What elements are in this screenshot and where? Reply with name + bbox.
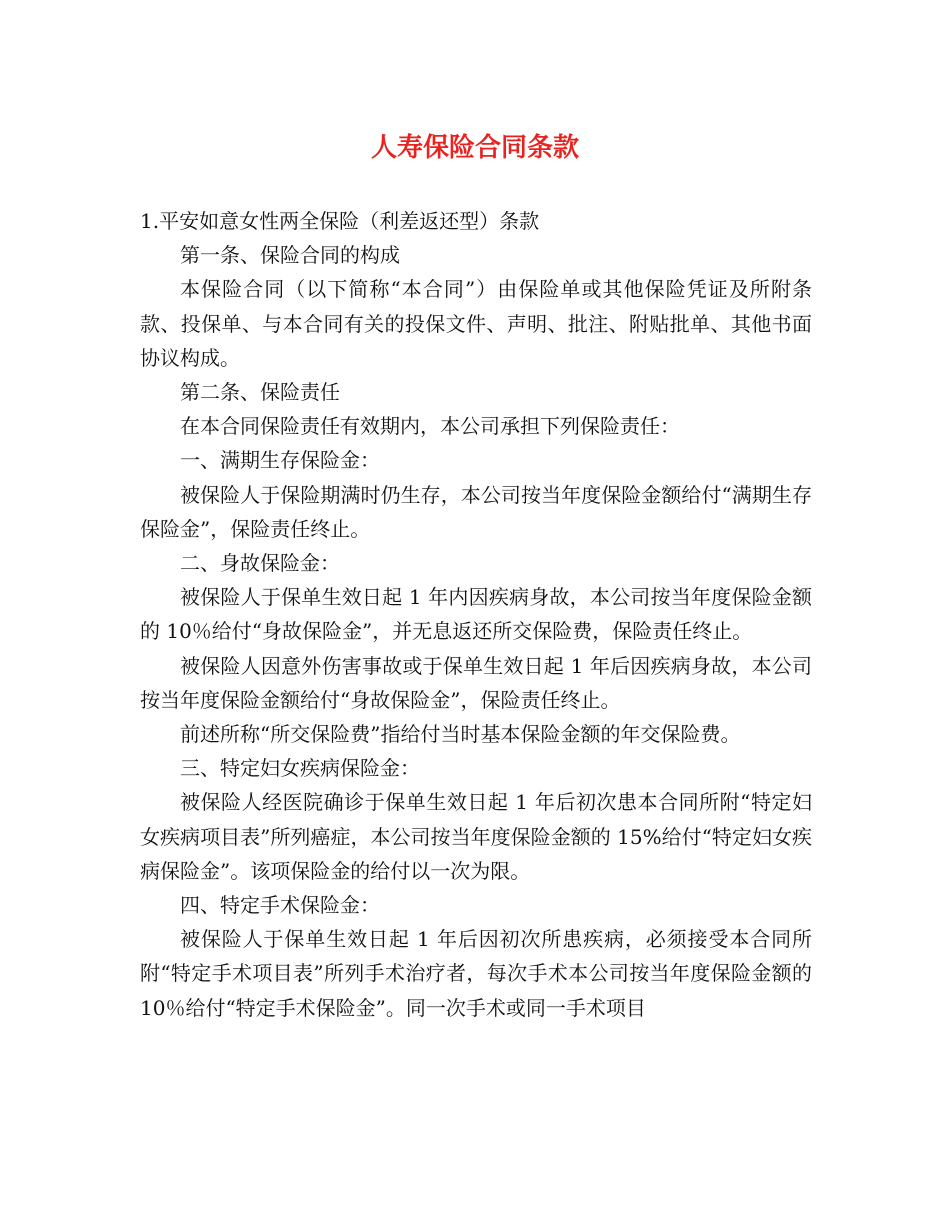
paragraph: 被保险人于保单生效日起 1 年后因初次所患疾病，必须接受本合同所附“特定手术项目表”所列手术治疗者，每次手术本公司按当年度保险金额的 10％给付“特定手术保险金”。同一次手术或同一手术项目 <box>140 927 812 1020</box>
paragraph: 被保险人经医院确诊于保单生效日起 1 年后初次患本合同所附“特定妇女疾病项目表”所列癌症，本公司按当年度保险金额的 15%给付“特定妇女疾病保险金”。该项保险金的给付以一次为限。 <box>140 790 812 883</box>
paragraph: 前述所称“所交保险费”指给付当时基本保险金额的年交保险费。 <box>180 722 741 747</box>
clause-heading: 三、特定妇女疾病保险金： <box>180 756 420 781</box>
section-heading: 1.平安如意女性两全保险（利差返还型）条款 <box>140 209 540 233</box>
paragraph: 被保险人因意外伤害事故或于保单生效日起 1 年后因疾病身故，本公司按当年度保险金额给付“身故保险金”，保险责任终止。 <box>140 653 812 712</box>
document-body <box>140 204 812 1025</box>
clause-heading: 四、特定手术保险金： <box>180 893 380 918</box>
article-heading: 第一条、保险合同的构成 <box>180 243 400 268</box>
article-heading: 第二条、保险责任 <box>180 380 340 405</box>
paragraph: 在本合同保险责任有效期内，本公司承担下列保险责任： <box>180 414 680 439</box>
clause-heading: 一、满期生存保险金： <box>180 448 380 473</box>
paragraph: 被保险人于保险期满时仍生存，本公司按当年度保险金额给付“满期生存保险金”，保险责任终止。 <box>140 482 812 541</box>
paragraph: 被保险人于保单生效日起 1 年内因疾病身故，本公司按当年度保险金额的 10％给付“身故保险金”，并无息返还所交保险费，保险责任终止。 <box>140 585 812 644</box>
clause-heading: 二、身故保险金： <box>180 551 340 576</box>
document-title: 人寿保险合同条款 <box>370 133 579 163</box>
paragraph: 本保险合同（以下简称“本合同”）由保险单或其他保险凭证及所附条款、投保单、与本合同有关的投保文件、声明、批注、附贴批单、其他书面协议构成。 <box>140 277 812 370</box>
